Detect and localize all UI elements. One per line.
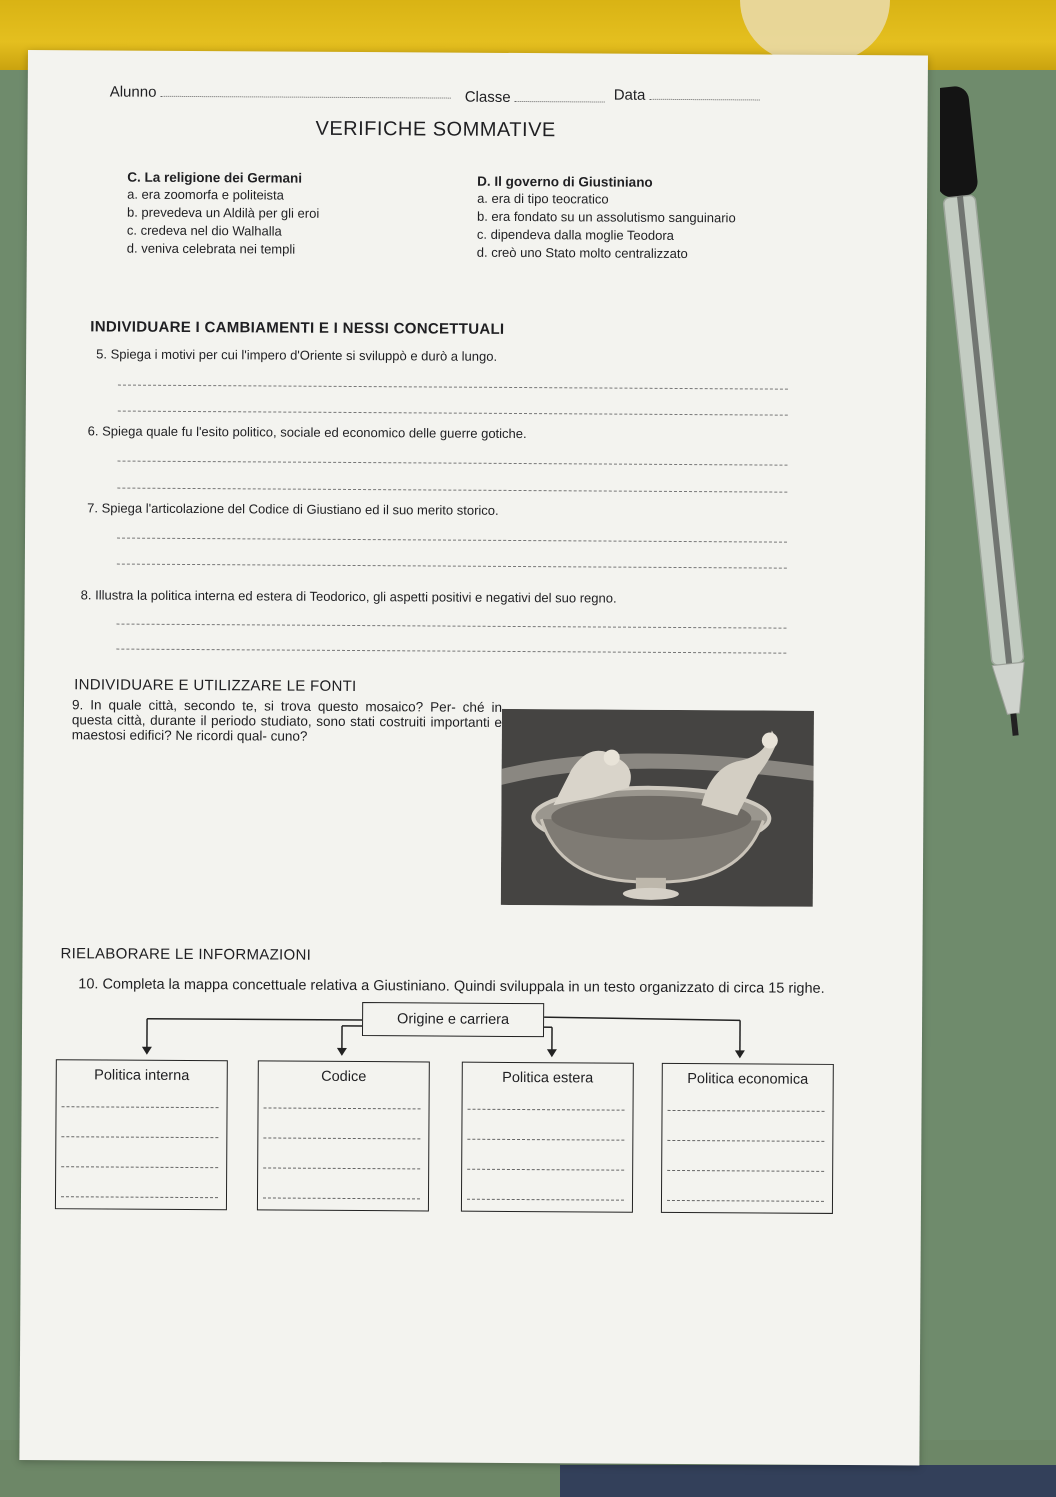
box-line[interactable] [467, 1199, 624, 1201]
mcq-c-option-b[interactable]: b. prevedeva un Aldilà per gli eroi [126, 204, 320, 221]
student-field[interactable] [110, 84, 451, 103]
question-8: 8. Illustra la politica interna ed estera di Teodorico, gli aspetti positivi e negativi del suo regno. [80, 587, 617, 606]
mcq-block-d [477, 175, 798, 266]
answer-line-6a[interactable] [117, 461, 787, 466]
date-label: Data [613, 86, 646, 104]
box-line[interactable] [467, 1139, 624, 1141]
class-fill-line[interactable] [515, 89, 605, 103]
mcq-d-option-a[interactable]: a. era di tipo teocratico [477, 190, 609, 207]
mcq-block-c [127, 171, 428, 262]
concept-box-label: Codice [321, 1068, 367, 1086]
date-fill-line[interactable] [650, 87, 760, 101]
question-6: 6. Spiega quale fu l'esito politico, sociale ed economico delle guerre gotiche. [87, 423, 527, 442]
worksheet-page [19, 50, 928, 1465]
question-7: 7. Spiega l'articolazione del Codice di Giustiano ed il suo merito storico. [87, 500, 499, 518]
section-heading-sources: INDIVIDUARE E UTILIZZARE LE FONTI [74, 676, 357, 696]
answer-line-7a[interactable] [117, 538, 787, 543]
box-line[interactable] [62, 1106, 219, 1108]
mcq-d-option-b[interactable]: b. era fondato su un assolutismo sanguinario [476, 208, 736, 226]
mcq-d-option-d[interactable]: d. creò uno Stato molto centralizzato [476, 244, 688, 262]
answer-line-7b[interactable] [117, 564, 787, 569]
student-fill-line[interactable] [161, 84, 451, 99]
mcq-d-option-c[interactable]: c. dipendeva dalla moglie Teodora [476, 226, 675, 243]
mcq-c-option-c[interactable]: c. credeva nel dio Walhalla [126, 222, 282, 239]
pen-icon[interactable] [940, 85, 1030, 745]
box-line[interactable] [667, 1140, 824, 1142]
box-line[interactable] [263, 1197, 420, 1199]
fabric-edge [560, 1465, 1056, 1497]
mcq-c-heading: C. La religione dei Germani [127, 169, 303, 186]
mcq-c-option-a[interactable]: a. era zoomorfa e politeista [127, 186, 284, 203]
section-heading-reelaborate: RIELABORARE LE INFORMAZIONI [60, 945, 312, 964]
folder-badge-decoration [740, 0, 890, 62]
mcq-c-option-d[interactable]: d. veniva celebrata nei templi [126, 240, 296, 257]
box-line[interactable] [468, 1109, 625, 1111]
concept-map-center-box: Origine e carriera [362, 1002, 544, 1037]
concept-box-politica-economica[interactable] [661, 1063, 834, 1214]
answer-line-6b[interactable] [117, 488, 787, 493]
concept-box-politica-estera[interactable] [461, 1062, 634, 1213]
concept-box-label: Politica interna [94, 1067, 190, 1085]
concept-box-politica-interna[interactable] [55, 1059, 228, 1210]
mosaic-image [501, 709, 814, 907]
answer-line-8a[interactable] [116, 624, 786, 629]
page-title: VERIFICHE SOMMATIVE [315, 117, 556, 142]
box-line[interactable] [667, 1170, 824, 1172]
box-line[interactable] [263, 1137, 420, 1139]
box-line[interactable] [667, 1200, 824, 1202]
class-label: Classe [464, 88, 511, 106]
box-line[interactable] [668, 1110, 825, 1112]
date-field[interactable] [614, 87, 760, 105]
answer-line-5b[interactable] [118, 411, 788, 416]
box-line[interactable] [61, 1196, 218, 1198]
section-heading-concepts: INDIVIDUARE I CAMBIAMENTI E I NESSI CONCETTUALI [90, 318, 505, 338]
box-line[interactable] [263, 1167, 420, 1169]
answer-line-8b[interactable] [116, 649, 786, 654]
concept-box-label: Politica estera [502, 1069, 594, 1087]
student-label: Alunno [109, 83, 157, 101]
box-line[interactable] [61, 1166, 218, 1168]
question-9: 9. In quale città, secondo te, si trova questo mosaico? Per- ché in questa città, durante il periodo studiato, sono stati costruiti importanti e maestosi edifici? Ne ricordi qual- cuno? [71, 697, 503, 744]
box-line[interactable] [264, 1107, 421, 1109]
concept-box-label: Politica economica [687, 1071, 809, 1088]
box-line[interactable] [61, 1136, 218, 1138]
mcq-d-heading: D. Il governo di Giustiniano [477, 173, 653, 190]
question-5: 5. Spiega i motivi per cui l'impero d'Oriente si sviluppò e durò a lungo. [96, 346, 498, 364]
question-10: 10. Completa la mappa concettuale relativa a Giustiniano. Quindi sviluppala in un testo organizzato di circa 15 righe. [78, 976, 825, 997]
concept-box-codice[interactable] [257, 1060, 430, 1211]
class-field[interactable] [465, 89, 605, 107]
box-line[interactable] [467, 1169, 624, 1171]
answer-line-5a[interactable] [118, 385, 788, 390]
